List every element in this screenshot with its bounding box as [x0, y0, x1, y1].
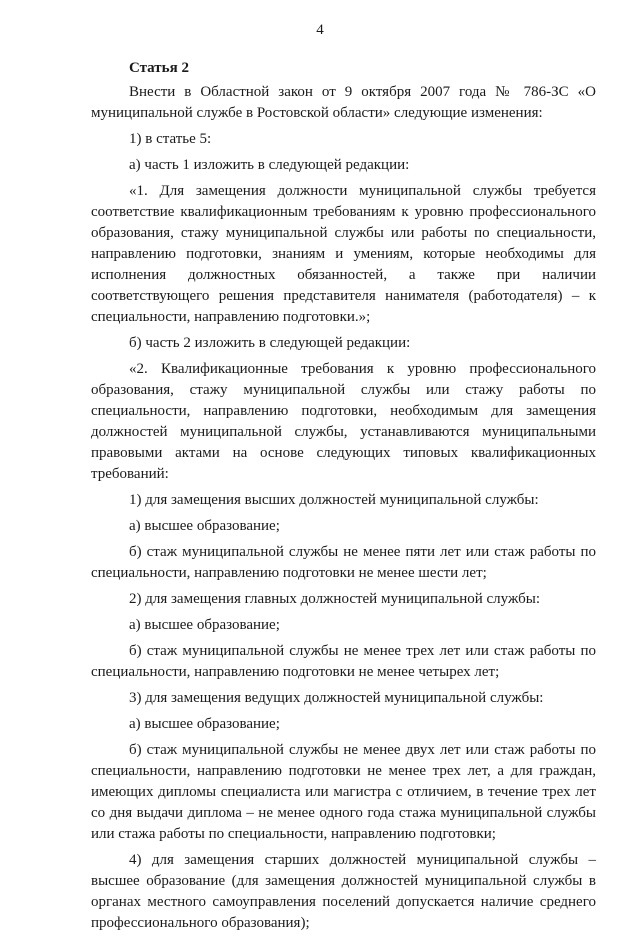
paragraph-subitem-a: а) часть 1 изложить в следующей редакции: — [129, 157, 410, 173]
paragraph-subitem-b: б) часть 2 изложить в следующей редакции: — [129, 335, 411, 351]
paragraph-elder-positions: 4) для замещения старших должностей муниципальной службы – высшее образование (для замещения должностей муниципальной службы в органах местного самоуправления поселений допускается наличие среднего профессионального образования); — [91, 852, 596, 931]
article-heading: Статья 2 — [129, 60, 189, 76]
paragraph-leading-education: а) высшее образование; — [129, 716, 280, 732]
page-number: 4 — [316, 22, 324, 38]
paragraph-chief-positions: 2) для замещения главных должностей муниципальной службы: — [129, 591, 540, 607]
paragraph-intro: Внести в Областной закон от 9 октября 2007 года № 786-ЗС «О муниципальной службе в Ростовской области» следующие изменения: — [91, 84, 596, 121]
paragraph-leading-experience: б) стаж муниципальной службы не менее двух лет или стаж работы по специальности, направлению подготовки не менее трех лет, а для граждан, имеющих дипломы специалиста или магистра с отличием, в течение трех лет со дня выдачи диплома – не менее одного года стажа муниципальной службы или стажа работы по специальности, направлению подготовки; — [91, 742, 596, 842]
document-body — [91, 58, 596, 939]
paragraph-chief-education: а) высшее образование; — [129, 617, 280, 633]
paragraph-item-1: 1) в статье 5: — [129, 131, 212, 147]
paragraph-chief-experience: б) стаж муниципальной службы не менее трех лет или стаж работы по специальности, направлению подготовки не менее четырех лет; — [91, 643, 596, 680]
paragraph-part-1-text: «1. Для замещения должности муниципальной службы требуется соответствие квалификационным требованиям к уровню профессионального образования, стажу муниципальной службы или работы по специальности, направлению подготовки, знаниям и умениям, которые необходимы для исполнения должностных обязанностей, а также при наличии соответствующего решения представителя нанимателя (работодателя) – к специальности, направлению подготовки.»; — [91, 183, 596, 325]
paragraph-senior-positions: 1) для замещения высших должностей муниципальной службы: — [129, 492, 539, 508]
paragraph-senior-experience: б) стаж муниципальной службы не менее пяти лет или стаж работы по специальности, направлению подготовки не менее шести лет; — [91, 544, 596, 581]
paragraph-part-2-text: «2. Квалификационные требования к уровню профессионального образования, стажу муниципальной службы или стажу работы по специальности, направлению подготовки, необходимым для замещения должностей муниципальной службы, устанавливаются муниципальными правовыми актами на основе следующих типовых квалификационных требований: — [91, 361, 596, 482]
paragraph-leading-positions: 3) для замещения ведущих должностей муниципальной службы: — [129, 690, 544, 706]
paragraph-senior-education: а) высшее образование; — [129, 518, 280, 534]
